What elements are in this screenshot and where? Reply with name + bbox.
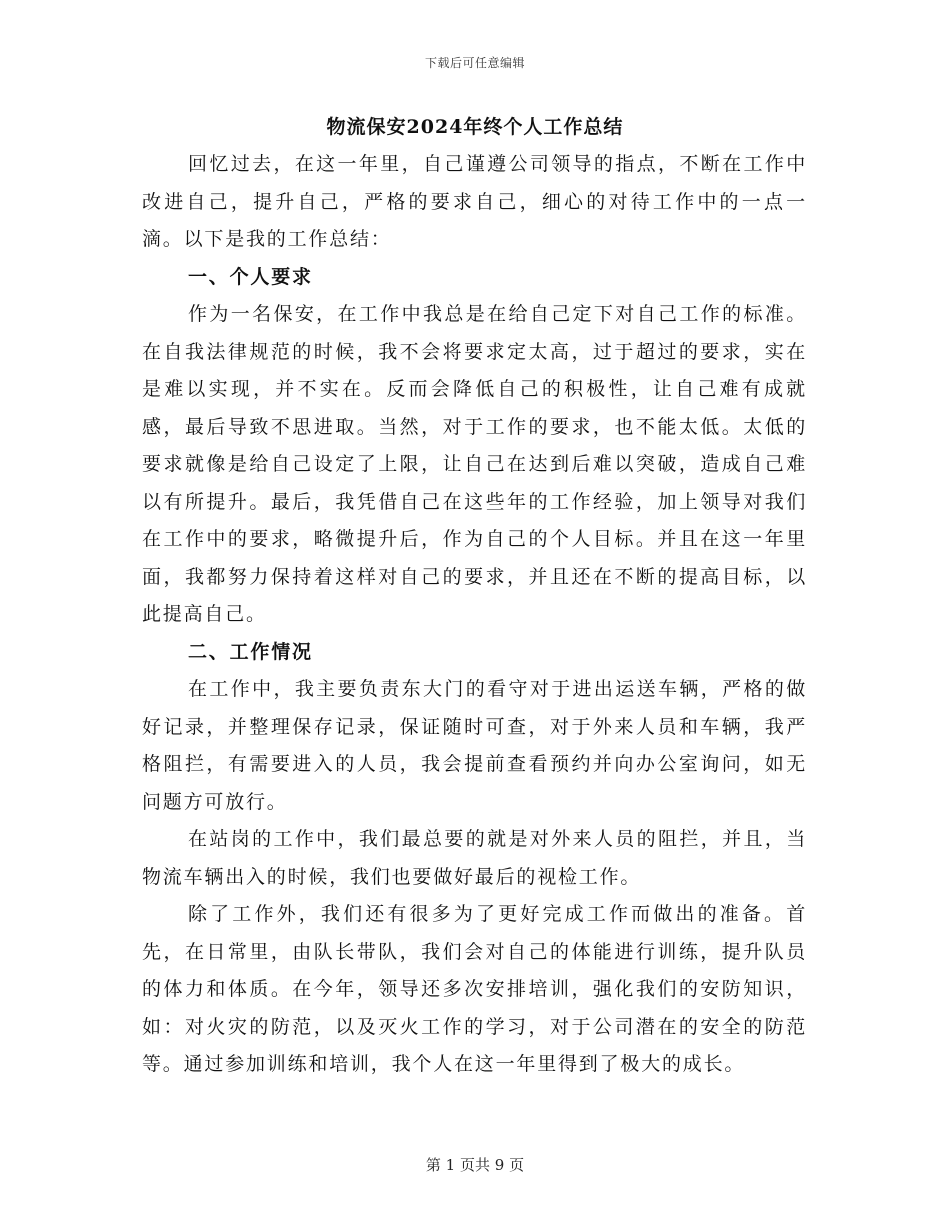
section-heading-personal-requirements: 一、个人要求 — [188, 265, 313, 288]
training-paragraph: 除了工作外，我们还有很多为了更好完成工作而做出的准备。首先，在日常里，由队长带队，我们会对自己的体能进行训练，提升队员的体力和体质。在今年，领导还多次安排培训，强化我们的安防知识，如：对火灾的防范，以及灭火工作的学习，对于公司潜在的安全的防范等。通过参加训练和培训，我个人在这一年里得到了极大的成长。 — [142, 903, 807, 1075]
work-duty-paragraph: 在工作中，我主要负责东大门的看守对于进出运送车辆，严格的做好记录，并整理保存记录，保证随时可查，对于外来人员和车辆，我严格阻拦，有需要进入的人员，我会提前查看预约并向办公室询问，如无问题方可放行。 — [142, 678, 807, 813]
guard-post-paragraph: 在站岗的工作中，我们最总要的就是对外来人员的阻拦，并且，当物流车辆出入的时候，我们也要做好最后的视检工作。 — [142, 828, 807, 888]
section-heading-work-situation: 二、工作情况 — [188, 640, 313, 663]
document-title: 物流保安2024年终个人工作总结 — [326, 116, 624, 138]
header-note: 下载后可任意编辑 — [424, 56, 525, 70]
intro-paragraph: 回忆过去，在这一年里，自己谨遵公司领导的指点，不断在工作中改进自己，提升自己，严格的要求自己，细心的对待工作中的一点一滴。以下是我的工作总结： — [142, 153, 807, 250]
page-indicator: 第 1 页共 9 页 — [425, 1156, 525, 1174]
personal-requirements-paragraph: 作为一名保安，在工作中我总是在给自己定下对自己工作的标准。在自我法律规范的时候，我不会将要求定太高，过于超过的要求，实在是难以实现，并不实在。反而会降低自己的积极性，让自己难有成就感，最后导致不思进取。当然，对于工作的要求，也不能太低。太低的要求就像是给自己设定了上限，让自己在达到后难以突破，造成自己难以有所提升。最后，我凭借自己在这些年的工作经验，加上领导对我们在工作中的要求，略微提升后，作为自己的个人目标。并且在这一年里面，我都努力保持着这样对自己的要求，并且还在不断的提高目标，以此提高自己。 — [142, 303, 807, 625]
document-body — [142, 146, 807, 1084]
